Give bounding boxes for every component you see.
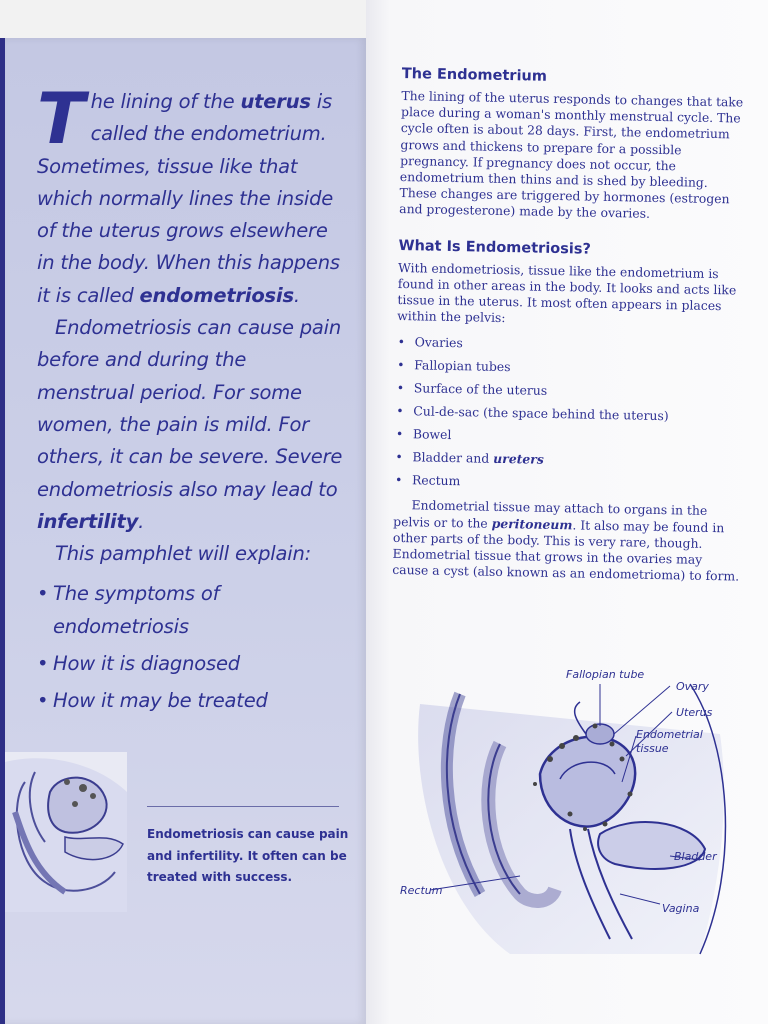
pamphlet-topics	[37, 578, 349, 717]
term-endometriosis: endometriosis	[139, 283, 294, 307]
intro-text	[37, 78, 349, 723]
intro-text-span: .	[293, 283, 300, 307]
topic-item: • How it is diagnosed	[37, 648, 349, 680]
intro-text-span: he lining of the	[90, 90, 241, 113]
topic-item: • The symptoms of endometriosis	[37, 578, 349, 643]
intro-text-span: .	[138, 509, 145, 533]
site-text: Bladder and	[412, 449, 494, 467]
site-item: • Surface of the uterus	[396, 376, 744, 406]
para-text: Endometrial tissue may attach to organs in the pelvis or to the	[393, 497, 708, 531]
topic-item: • How it may be treated	[37, 685, 349, 717]
para-text: . It also may be found in other parts of the body. This is very rare, though. Endometrial tissue that grows in the ovaries may cause a cyst (also known as an endometrioma) to form.	[392, 516, 740, 584]
site-item: • Rectum	[394, 468, 742, 498]
pelvis-illustration-small	[5, 752, 127, 912]
term-peritoneum: peritoneum	[491, 515, 573, 532]
label-fallopian-tube: Fallopian tube	[566, 668, 645, 681]
intro-paragraph-2	[37, 312, 349, 538]
label-tissue: tissue	[636, 742, 669, 755]
site-item: • Ovaries	[396, 330, 744, 360]
heading-endometrium: The Endometrium	[401, 66, 548, 85]
endometrium-paragraph: The lining of the uterus responds to changes that take place during a woman's monthly menstrual cycle. The cycle often is about 28 days. First, the endometrium grows and thickens to prepare for a possible pregnancy. If pregnancy does not occur, the endometrium then thins and is shed by bleeding. These changes are triggered by hormones (estrogen and progesterone) made by the ovaries.	[399, 87, 744, 222]
caption-text: Endometriosis can cause pain and infertility. It often can be treated with success.	[147, 827, 349, 884]
label-endometrial: Endometrial	[636, 728, 703, 741]
label-ovary: Ovary	[676, 680, 709, 693]
term-infertility: infertility	[37, 509, 139, 533]
right-content	[392, 66, 750, 585]
term-ureters: ureters	[493, 451, 544, 468]
definition-paragraph: With endometriosis, tissue like the endometrium is found in other areas in the body. It looks and acts like tissue in the uterus. It most often appears in places within the pelvis:	[397, 259, 737, 326]
caption-divider	[147, 806, 339, 807]
label-uterus: Uterus	[676, 706, 713, 719]
intro-text-span: Endometriosis can cause pain before and during the menstrual period. For some women, the pain is mild. For others, it can be severe. Severe endometriosis also may lead to	[37, 316, 343, 501]
sites-list	[394, 330, 745, 498]
term-uterus: uterus	[240, 90, 311, 113]
intro-paragraph-1	[37, 78, 349, 312]
left-panel	[0, 38, 366, 1024]
site-item: • Bowel	[395, 422, 743, 452]
label-rectum: Rectum	[400, 884, 443, 897]
label-bladder: Bladder	[674, 850, 717, 863]
anatomy-figure	[400, 664, 740, 964]
label-vagina: Vagina	[662, 902, 700, 915]
intro-paragraph-3: This pamphlet will explain:	[55, 542, 311, 566]
site-item: • Fallopian tubes	[396, 353, 744, 383]
drop-cap: T	[37, 78, 85, 160]
attachment-paragraph	[392, 497, 741, 585]
intro-text-span: is called the endometrium. Sometimes, tissue like that which normally lines the inside of the uterus grows elsewhere in the body. When this happens it is called	[37, 90, 340, 307]
heading-what-is-endometriosis: What Is Endometriosis?	[398, 237, 591, 258]
site-item: • Cul-de-sac (the space behind the uterus)	[395, 399, 743, 429]
